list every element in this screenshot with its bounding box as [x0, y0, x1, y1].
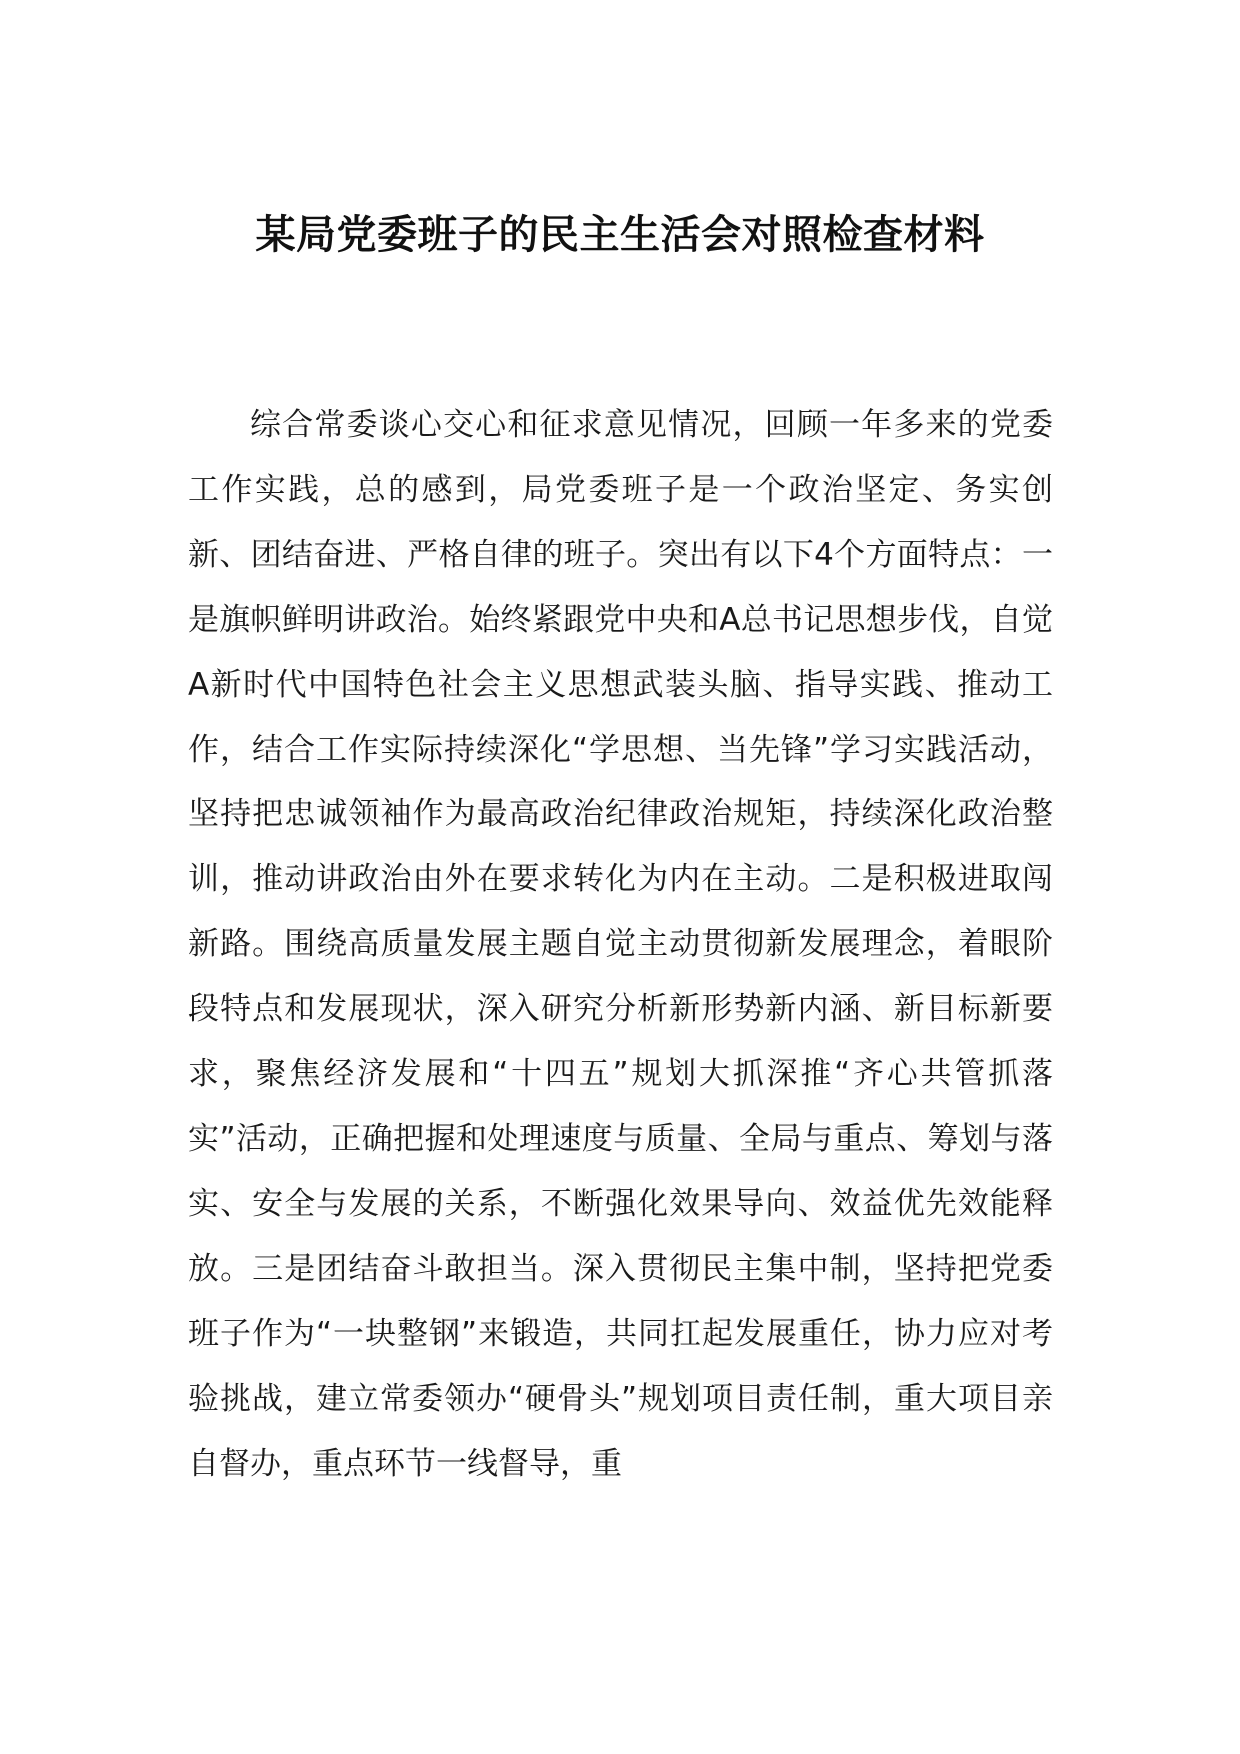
document-title: 某局党委班子的民主生活会对照检查材料 [255, 212, 985, 258]
document-paragraph: 综合常委谈心交心和征求意见情况，回顾一年多来的党委工作实践，总的感到，局党委班子是一个政治坚定、务实创新、团结奋进、严格自律的班子。突出有以下4个方面特点：一是旗帜鲜明讲政治。始终紧跟党中央和A总书记思想步伐，自觉A新时代中国特色社会主义思想武装头脑、指导实践、推动工作，结合工作实际持续深化“学思想、当先锋”学习实践活动，坚持把忠诚领袖作为最高政治纪律政治规矩，持续深化政治整训，推动讲政治由外在要求转化为内在主动。二是积极进取闯新路。围绕高质量发展主题自觉主动贯彻新发展理念，着眼阶段特点和发展现状，深入研究分析新形势新内涵、新目标新要求，聚焦经济发展和“十四五”规划大抓深推“齐心共管抓落实”活动，正确把握和处理速度与质量、全局与重点、筹划与落实、安全与发展的关系，不断强化效果导向、效益优先效能释放。三是团结奋斗敢担当。深入贯彻民主集中制，坚持把党委班子作为“一块整钢”来锻造，共同扛起发展重任，协力应对考验挑战，建立常委领办“硬骨头”规划项目责任制，重大项目亲自督办，重点环节一线督导，重 [188, 407, 1053, 1482]
